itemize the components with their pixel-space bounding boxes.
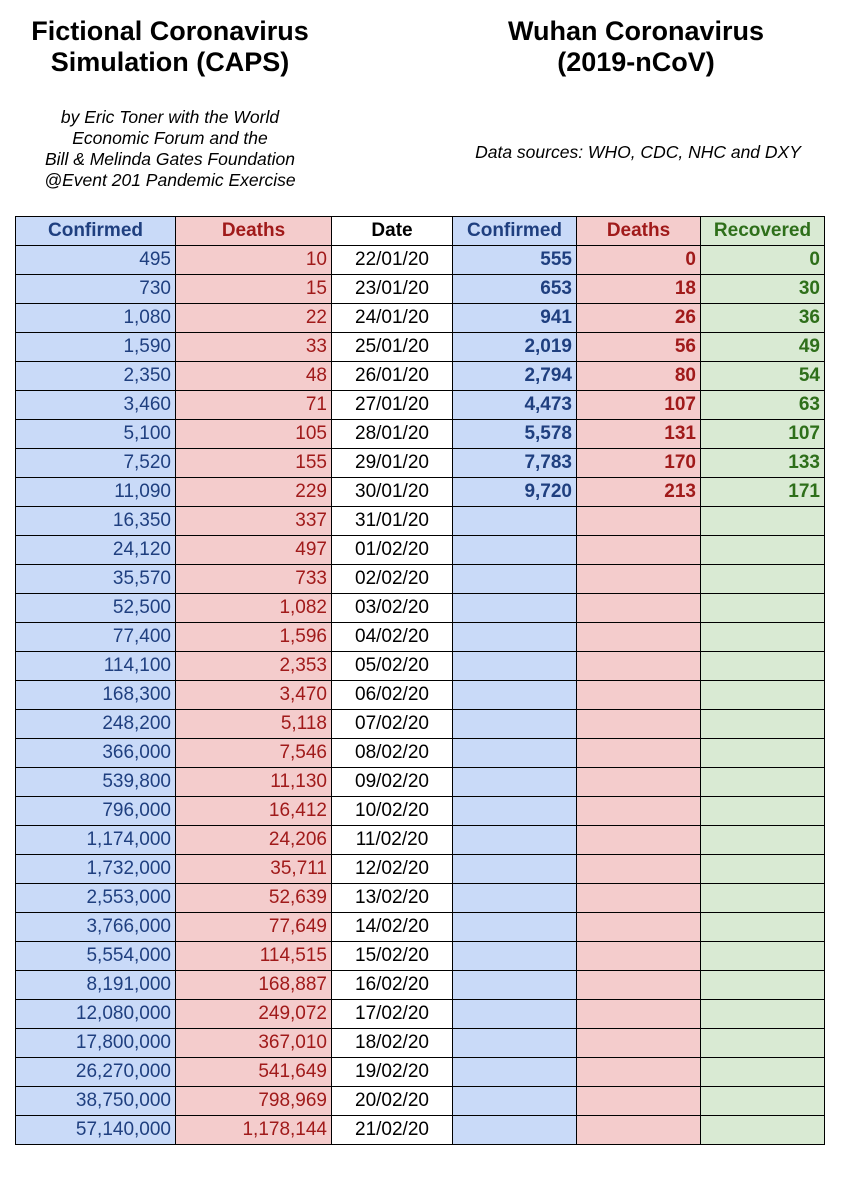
sim-deaths-cell: 24,206 (176, 826, 332, 855)
real-confirmed-cell (453, 884, 577, 913)
col-header-date: Date (332, 217, 453, 246)
table-row (16, 942, 825, 971)
sim-deaths-cell: 1,082 (176, 594, 332, 623)
sim-deaths-cell: 16,412 (176, 797, 332, 826)
wuhan-title (450, 16, 822, 78)
date-cell: 30/01/20 (332, 478, 453, 507)
real-confirmed-cell (453, 623, 577, 652)
sim-confirmed-cell: 52,500 (16, 594, 176, 623)
real-confirmed-cell (453, 913, 577, 942)
table-row (16, 884, 825, 913)
table-row (16, 304, 825, 333)
recovered-cell: 107 (701, 420, 825, 449)
date-cell: 26/01/20 (332, 362, 453, 391)
real-deaths-cell (577, 797, 701, 826)
real-confirmed-cell (453, 855, 577, 884)
recovered-cell: 133 (701, 449, 825, 478)
date-cell: 02/02/20 (332, 565, 453, 594)
simulation-title-line-2: Simulation (CAPS) (50, 47, 290, 77)
real-confirmed-cell: 7,783 (453, 449, 577, 478)
real-confirmed-cell (453, 681, 577, 710)
table-row (16, 391, 825, 420)
real-deaths-cell (577, 768, 701, 797)
table-row (16, 826, 825, 855)
real-deaths-cell (577, 623, 701, 652)
recovered-cell (701, 1029, 825, 1058)
recovered-cell (701, 768, 825, 797)
sim-confirmed-cell: 12,080,000 (16, 1000, 176, 1029)
sim-deaths-cell: 35,711 (176, 855, 332, 884)
table-row (16, 536, 825, 565)
recovered-cell: 30 (701, 275, 825, 304)
sim-confirmed-cell: 7,520 (16, 449, 176, 478)
sim-deaths-cell: 337 (176, 507, 332, 536)
sim-confirmed-cell: 3,766,000 (16, 913, 176, 942)
sim-confirmed-cell: 2,350 (16, 362, 176, 391)
wuhan-title-line-1: Wuhan Coronavirus (507, 16, 765, 46)
sim-confirmed-cell: 366,000 (16, 739, 176, 768)
real-confirmed-cell (453, 1058, 577, 1087)
sim-confirmed-cell: 24,120 (16, 536, 176, 565)
date-cell: 14/02/20 (332, 913, 453, 942)
recovered-cell: 63 (701, 391, 825, 420)
real-deaths-cell: 56 (577, 333, 701, 362)
sim-confirmed-cell: 796,000 (16, 797, 176, 826)
sim-deaths-cell: 5,118 (176, 710, 332, 739)
col-header-sim-confirmed: Confirmed (16, 217, 176, 246)
sim-deaths-cell: 229 (176, 478, 332, 507)
real-confirmed-cell (453, 797, 577, 826)
recovered-cell: 49 (701, 333, 825, 362)
sim-confirmed-cell: 16,350 (16, 507, 176, 536)
col-header-recovered: Recovered (701, 217, 825, 246)
date-cell: 25/01/20 (332, 333, 453, 362)
real-confirmed-cell (453, 507, 577, 536)
real-deaths-cell (577, 1029, 701, 1058)
date-cell: 04/02/20 (332, 623, 453, 652)
recovered-cell (701, 594, 825, 623)
real-confirmed-cell: 941 (453, 304, 577, 333)
col-header-sim-deaths: Deaths (176, 217, 332, 246)
date-cell: 29/01/20 (332, 449, 453, 478)
col-header-real-deaths: Deaths (577, 217, 701, 246)
date-cell: 16/02/20 (332, 971, 453, 1000)
table-row (16, 855, 825, 884)
recovered-cell: 171 (701, 478, 825, 507)
table-row (16, 710, 825, 739)
recovered-cell (701, 884, 825, 913)
table-row (16, 652, 825, 681)
date-cell: 24/01/20 (332, 304, 453, 333)
table-body (16, 246, 825, 1145)
recovered-cell (701, 681, 825, 710)
real-deaths-cell (577, 913, 701, 942)
table-row (16, 797, 825, 826)
sim-confirmed-cell: 8,191,000 (16, 971, 176, 1000)
table-row (16, 623, 825, 652)
date-cell: 23/01/20 (332, 275, 453, 304)
real-deaths-cell: 80 (577, 362, 701, 391)
sim-deaths-cell: 22 (176, 304, 332, 333)
date-cell: 18/02/20 (332, 1029, 453, 1058)
recovered-cell (701, 1000, 825, 1029)
table-row (16, 913, 825, 942)
table-row (16, 739, 825, 768)
recovered-cell (701, 739, 825, 768)
header-row (16, 217, 825, 246)
sim-deaths-cell: 77,649 (176, 913, 332, 942)
sim-confirmed-cell: 57,140,000 (16, 1116, 176, 1145)
real-confirmed-cell (453, 739, 577, 768)
simulation-credits (10, 107, 330, 191)
date-cell: 03/02/20 (332, 594, 453, 623)
date-cell: 06/02/20 (332, 681, 453, 710)
real-deaths-cell (577, 971, 701, 1000)
sim-confirmed-cell: 5,554,000 (16, 942, 176, 971)
simulation-title-line-1: Fictional Coronavirus (31, 16, 309, 46)
real-deaths-cell: 107 (577, 391, 701, 420)
date-cell: 12/02/20 (332, 855, 453, 884)
sim-confirmed-cell: 1,174,000 (16, 826, 176, 855)
date-cell: 15/02/20 (332, 942, 453, 971)
date-cell: 19/02/20 (332, 1058, 453, 1087)
sim-confirmed-cell: 168,300 (16, 681, 176, 710)
real-confirmed-cell (453, 1000, 577, 1029)
table-row (16, 449, 825, 478)
real-confirmed-cell: 9,720 (453, 478, 577, 507)
real-deaths-cell (577, 884, 701, 913)
real-deaths-cell (577, 1116, 701, 1145)
recovered-cell (701, 1087, 825, 1116)
real-deaths-cell: 170 (577, 449, 701, 478)
recovered-cell (701, 652, 825, 681)
table-row (16, 246, 825, 275)
sim-deaths-cell: 249,072 (176, 1000, 332, 1029)
recovered-cell (701, 826, 825, 855)
table-row (16, 275, 825, 304)
real-deaths-cell: 0 (577, 246, 701, 275)
date-cell: 09/02/20 (332, 768, 453, 797)
table-row (16, 768, 825, 797)
sim-deaths-cell: 48 (176, 362, 332, 391)
sim-deaths-cell: 10 (176, 246, 332, 275)
real-confirmed-cell (453, 536, 577, 565)
table-row (16, 420, 825, 449)
sim-confirmed-cell: 5,100 (16, 420, 176, 449)
real-confirmed-cell (453, 565, 577, 594)
table-row (16, 507, 825, 536)
sim-confirmed-cell: 35,570 (16, 565, 176, 594)
sim-confirmed-cell: 77,400 (16, 623, 176, 652)
sim-deaths-cell: 155 (176, 449, 332, 478)
real-deaths-cell (577, 1000, 701, 1029)
recovered-cell (701, 971, 825, 1000)
table-row (16, 1087, 825, 1116)
recovered-cell (701, 913, 825, 942)
date-cell: 05/02/20 (332, 652, 453, 681)
sim-confirmed-cell: 1,590 (16, 333, 176, 362)
real-deaths-cell (577, 1087, 701, 1116)
sim-deaths-cell: 7,546 (176, 739, 332, 768)
date-cell: 31/01/20 (332, 507, 453, 536)
credits-line-4: @Event 201 Pandemic Exercise (44, 170, 296, 190)
recovered-cell (701, 942, 825, 971)
sim-deaths-cell: 52,639 (176, 884, 332, 913)
real-confirmed-cell: 4,473 (453, 391, 577, 420)
table-row (16, 1058, 825, 1087)
simulation-title (0, 16, 340, 78)
real-confirmed-cell (453, 594, 577, 623)
recovered-cell: 0 (701, 246, 825, 275)
recovered-cell: 36 (701, 304, 825, 333)
real-confirmed-cell (453, 652, 577, 681)
real-confirmed-cell: 555 (453, 246, 577, 275)
recovered-cell (701, 855, 825, 884)
sim-deaths-cell: 733 (176, 565, 332, 594)
recovered-cell (701, 565, 825, 594)
table-row (16, 1116, 825, 1145)
credits-line-1: by Eric Toner with the World (60, 107, 280, 127)
real-deaths-cell (577, 536, 701, 565)
table-row (16, 1000, 825, 1029)
wuhan-title-line-2: (2019-nCoV) (557, 47, 715, 77)
recovered-cell (701, 797, 825, 826)
sim-confirmed-cell: 114,100 (16, 652, 176, 681)
real-deaths-cell (577, 942, 701, 971)
sim-confirmed-cell: 1,732,000 (16, 855, 176, 884)
sim-confirmed-cell: 730 (16, 275, 176, 304)
sim-deaths-cell: 114,515 (176, 942, 332, 971)
real-deaths-cell (577, 739, 701, 768)
sim-deaths-cell: 1,178,144 (176, 1116, 332, 1145)
sim-deaths-cell: 798,969 (176, 1087, 332, 1116)
real-deaths-cell (577, 1058, 701, 1087)
date-cell: 20/02/20 (332, 1087, 453, 1116)
real-deaths-cell: 18 (577, 275, 701, 304)
credits-line-3: Bill & Melinda Gates Foundation (45, 149, 295, 169)
table-row (16, 565, 825, 594)
recovered-cell: 54 (701, 362, 825, 391)
sim-confirmed-cell: 1,080 (16, 304, 176, 333)
sim-confirmed-cell: 17,800,000 (16, 1029, 176, 1058)
table-row (16, 1029, 825, 1058)
date-cell: 17/02/20 (332, 1000, 453, 1029)
real-deaths-cell (577, 652, 701, 681)
sim-deaths-cell: 3,470 (176, 681, 332, 710)
real-deaths-cell: 26 (577, 304, 701, 333)
real-deaths-cell (577, 594, 701, 623)
recovered-cell (701, 1058, 825, 1087)
sim-deaths-cell: 541,649 (176, 1058, 332, 1087)
date-cell: 07/02/20 (332, 710, 453, 739)
date-cell: 01/02/20 (332, 536, 453, 565)
sim-deaths-cell: 71 (176, 391, 332, 420)
date-cell: 22/01/20 (332, 246, 453, 275)
date-cell: 10/02/20 (332, 797, 453, 826)
sim-confirmed-cell: 495 (16, 246, 176, 275)
real-confirmed-cell: 5,578 (453, 420, 577, 449)
date-cell: 13/02/20 (332, 884, 453, 913)
date-cell: 28/01/20 (332, 420, 453, 449)
date-cell: 27/01/20 (332, 391, 453, 420)
real-deaths-cell (577, 681, 701, 710)
sim-deaths-cell: 11,130 (176, 768, 332, 797)
real-confirmed-cell (453, 971, 577, 1000)
sim-confirmed-cell: 3,460 (16, 391, 176, 420)
real-deaths-cell (577, 826, 701, 855)
recovered-cell (701, 623, 825, 652)
real-confirmed-cell (453, 710, 577, 739)
sim-deaths-cell: 15 (176, 275, 332, 304)
date-cell: 08/02/20 (332, 739, 453, 768)
real-confirmed-cell: 2,019 (453, 333, 577, 362)
data-sources: Data sources: WHO, CDC, NHC and DXY (475, 142, 801, 162)
recovered-cell (701, 536, 825, 565)
real-deaths-cell (577, 710, 701, 739)
real-confirmed-cell (453, 1116, 577, 1145)
credits-line-2: Economic Forum and the (72, 128, 268, 148)
sim-confirmed-cell: 11,090 (16, 478, 176, 507)
real-deaths-cell (577, 565, 701, 594)
real-confirmed-cell: 653 (453, 275, 577, 304)
date-cell: 11/02/20 (332, 826, 453, 855)
sim-deaths-cell: 2,353 (176, 652, 332, 681)
sim-deaths-cell: 105 (176, 420, 332, 449)
sim-confirmed-cell: 26,270,000 (16, 1058, 176, 1087)
real-confirmed-cell (453, 1087, 577, 1116)
sim-confirmed-cell: 38,750,000 (16, 1087, 176, 1116)
sim-confirmed-cell: 539,800 (16, 768, 176, 797)
real-deaths-cell: 213 (577, 478, 701, 507)
table-row (16, 478, 825, 507)
comparison-table (15, 216, 825, 1145)
table-row (16, 594, 825, 623)
sim-deaths-cell: 497 (176, 536, 332, 565)
recovered-cell (701, 507, 825, 536)
real-confirmed-cell (453, 942, 577, 971)
date-cell: 21/02/20 (332, 1116, 453, 1145)
real-deaths-cell (577, 507, 701, 536)
recovered-cell (701, 710, 825, 739)
real-deaths-cell (577, 855, 701, 884)
sim-deaths-cell: 1,596 (176, 623, 332, 652)
table-row (16, 362, 825, 391)
sim-deaths-cell: 367,010 (176, 1029, 332, 1058)
real-deaths-cell: 131 (577, 420, 701, 449)
table-row (16, 971, 825, 1000)
sim-deaths-cell: 168,887 (176, 971, 332, 1000)
sim-confirmed-cell: 248,200 (16, 710, 176, 739)
table-row (16, 333, 825, 362)
sim-deaths-cell: 33 (176, 333, 332, 362)
real-confirmed-cell (453, 768, 577, 797)
recovered-cell (701, 1116, 825, 1145)
table-row (16, 681, 825, 710)
real-confirmed-cell (453, 1029, 577, 1058)
col-header-real-confirmed: Confirmed (453, 217, 577, 246)
real-confirmed-cell: 2,794 (453, 362, 577, 391)
sim-confirmed-cell: 2,553,000 (16, 884, 176, 913)
real-confirmed-cell (453, 826, 577, 855)
